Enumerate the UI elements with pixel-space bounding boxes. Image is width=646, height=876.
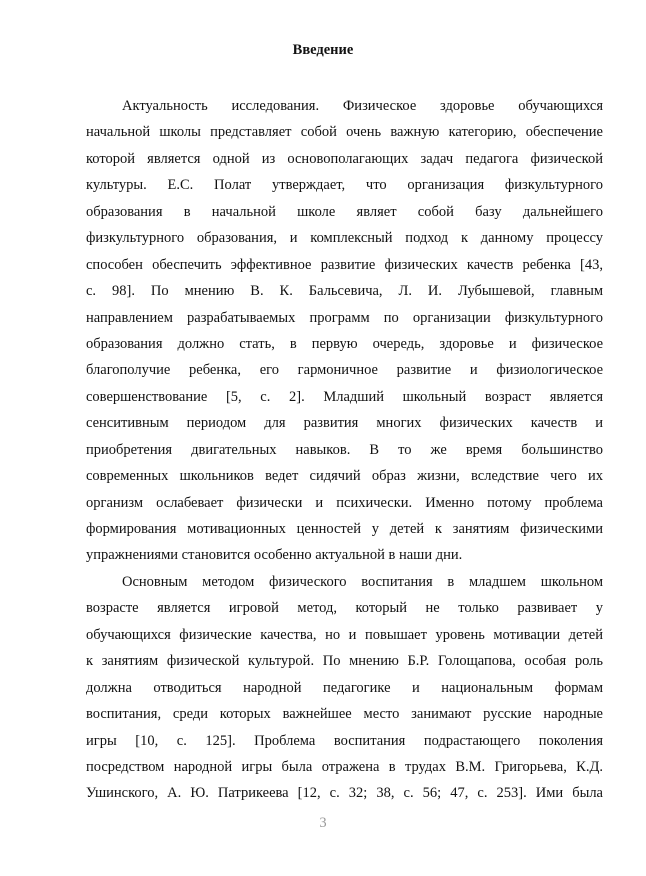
- paragraph-line: Актуальность исследования. Физическое здоровье обучающихся: [122, 98, 603, 114]
- paragraph-line: игры [10, с. 125]. Проблема воспитания подрастающего поколения: [86, 732, 603, 749]
- paragraph-line: Основным методом физического воспитания в младшем школьном: [122, 573, 603, 590]
- paragraph-line: упражнениями становится особенно актуальной в наши дни.: [86, 547, 463, 564]
- page-number: 3: [319, 815, 327, 831]
- paragraph-line: воспитания, среди которых важнейшее место занимают русские народные: [86, 706, 603, 723]
- paragraph-line: приобретения двигательных навыков. В то же время большинство: [86, 441, 603, 458]
- paragraph-line: организм ослабевает физически и психически. Именно потому проблема: [86, 494, 603, 511]
- paragraph-line: современных школьников ведет сидячий образ жизни, вследствие чего их: [86, 468, 603, 485]
- paragraph-line: направлением разрабатываемых программ по организации физкультурного: [86, 309, 603, 326]
- page-heading: Введение: [292, 42, 354, 58]
- paragraph-line: формирования мотивационных ценностей у детей к занятиям физическими: [86, 521, 603, 537]
- paragraph-line: к занятиям физической культурой. По мнению Б.Р. Голощапова, особая роль: [86, 653, 603, 670]
- paragraph-line: сенситивным периодом для развития многих физических качеств и: [86, 415, 603, 432]
- paragraph-line: физкультурного образования, и комплексный подход к данному процессу: [86, 230, 603, 247]
- paragraph-line: возрасте является игровой метод, который не только развивает у: [86, 600, 603, 617]
- paragraph-line: должна отводиться народной педагогике и национальным формам: [86, 679, 603, 696]
- paragraph-line: культуры. Е.С. Полат утверждает, что организация физкультурного: [86, 177, 603, 194]
- body-text: [86, 93, 603, 807]
- paragraph-line: начальной школы представляет собой очень важную категорию, обеспечение: [86, 124, 603, 141]
- paragraph-line: совершенствование [5, с. 2]. Младший школьный возраст является: [86, 388, 603, 405]
- paragraph-line: образования должно стать, в первую очередь, здоровье и физическое: [86, 335, 603, 352]
- paragraph-line: благополучие ребенка, его гармоничное развитие и физиологическое: [86, 362, 603, 379]
- paragraph-line: обучающихся физические качества, но и повышает уровень мотивации детей: [86, 626, 603, 643]
- paragraph-line: образования в начальной школе являет собой базу дальнейшего: [86, 203, 603, 220]
- paragraph-line: Ушинского, А. Ю. Патрикеева [12, с. 32; 38, с. 56; 47, с. 253]. Ими была: [86, 785, 603, 802]
- paragraph-line: с. 98]. По мнению В. К. Бальсевича, Л. И. Лубышевой, главным: [86, 283, 603, 300]
- paragraph-line: посредством народной игры была отражена в трудах В.М. Григорьева, К.Д.: [86, 758, 603, 775]
- paragraph-line: способен обеспечить эффективное развитие физических качеств ребенка [43,: [86, 256, 603, 273]
- paragraph-line: которой является одной из основополагающих задач педагога физической: [86, 150, 603, 167]
